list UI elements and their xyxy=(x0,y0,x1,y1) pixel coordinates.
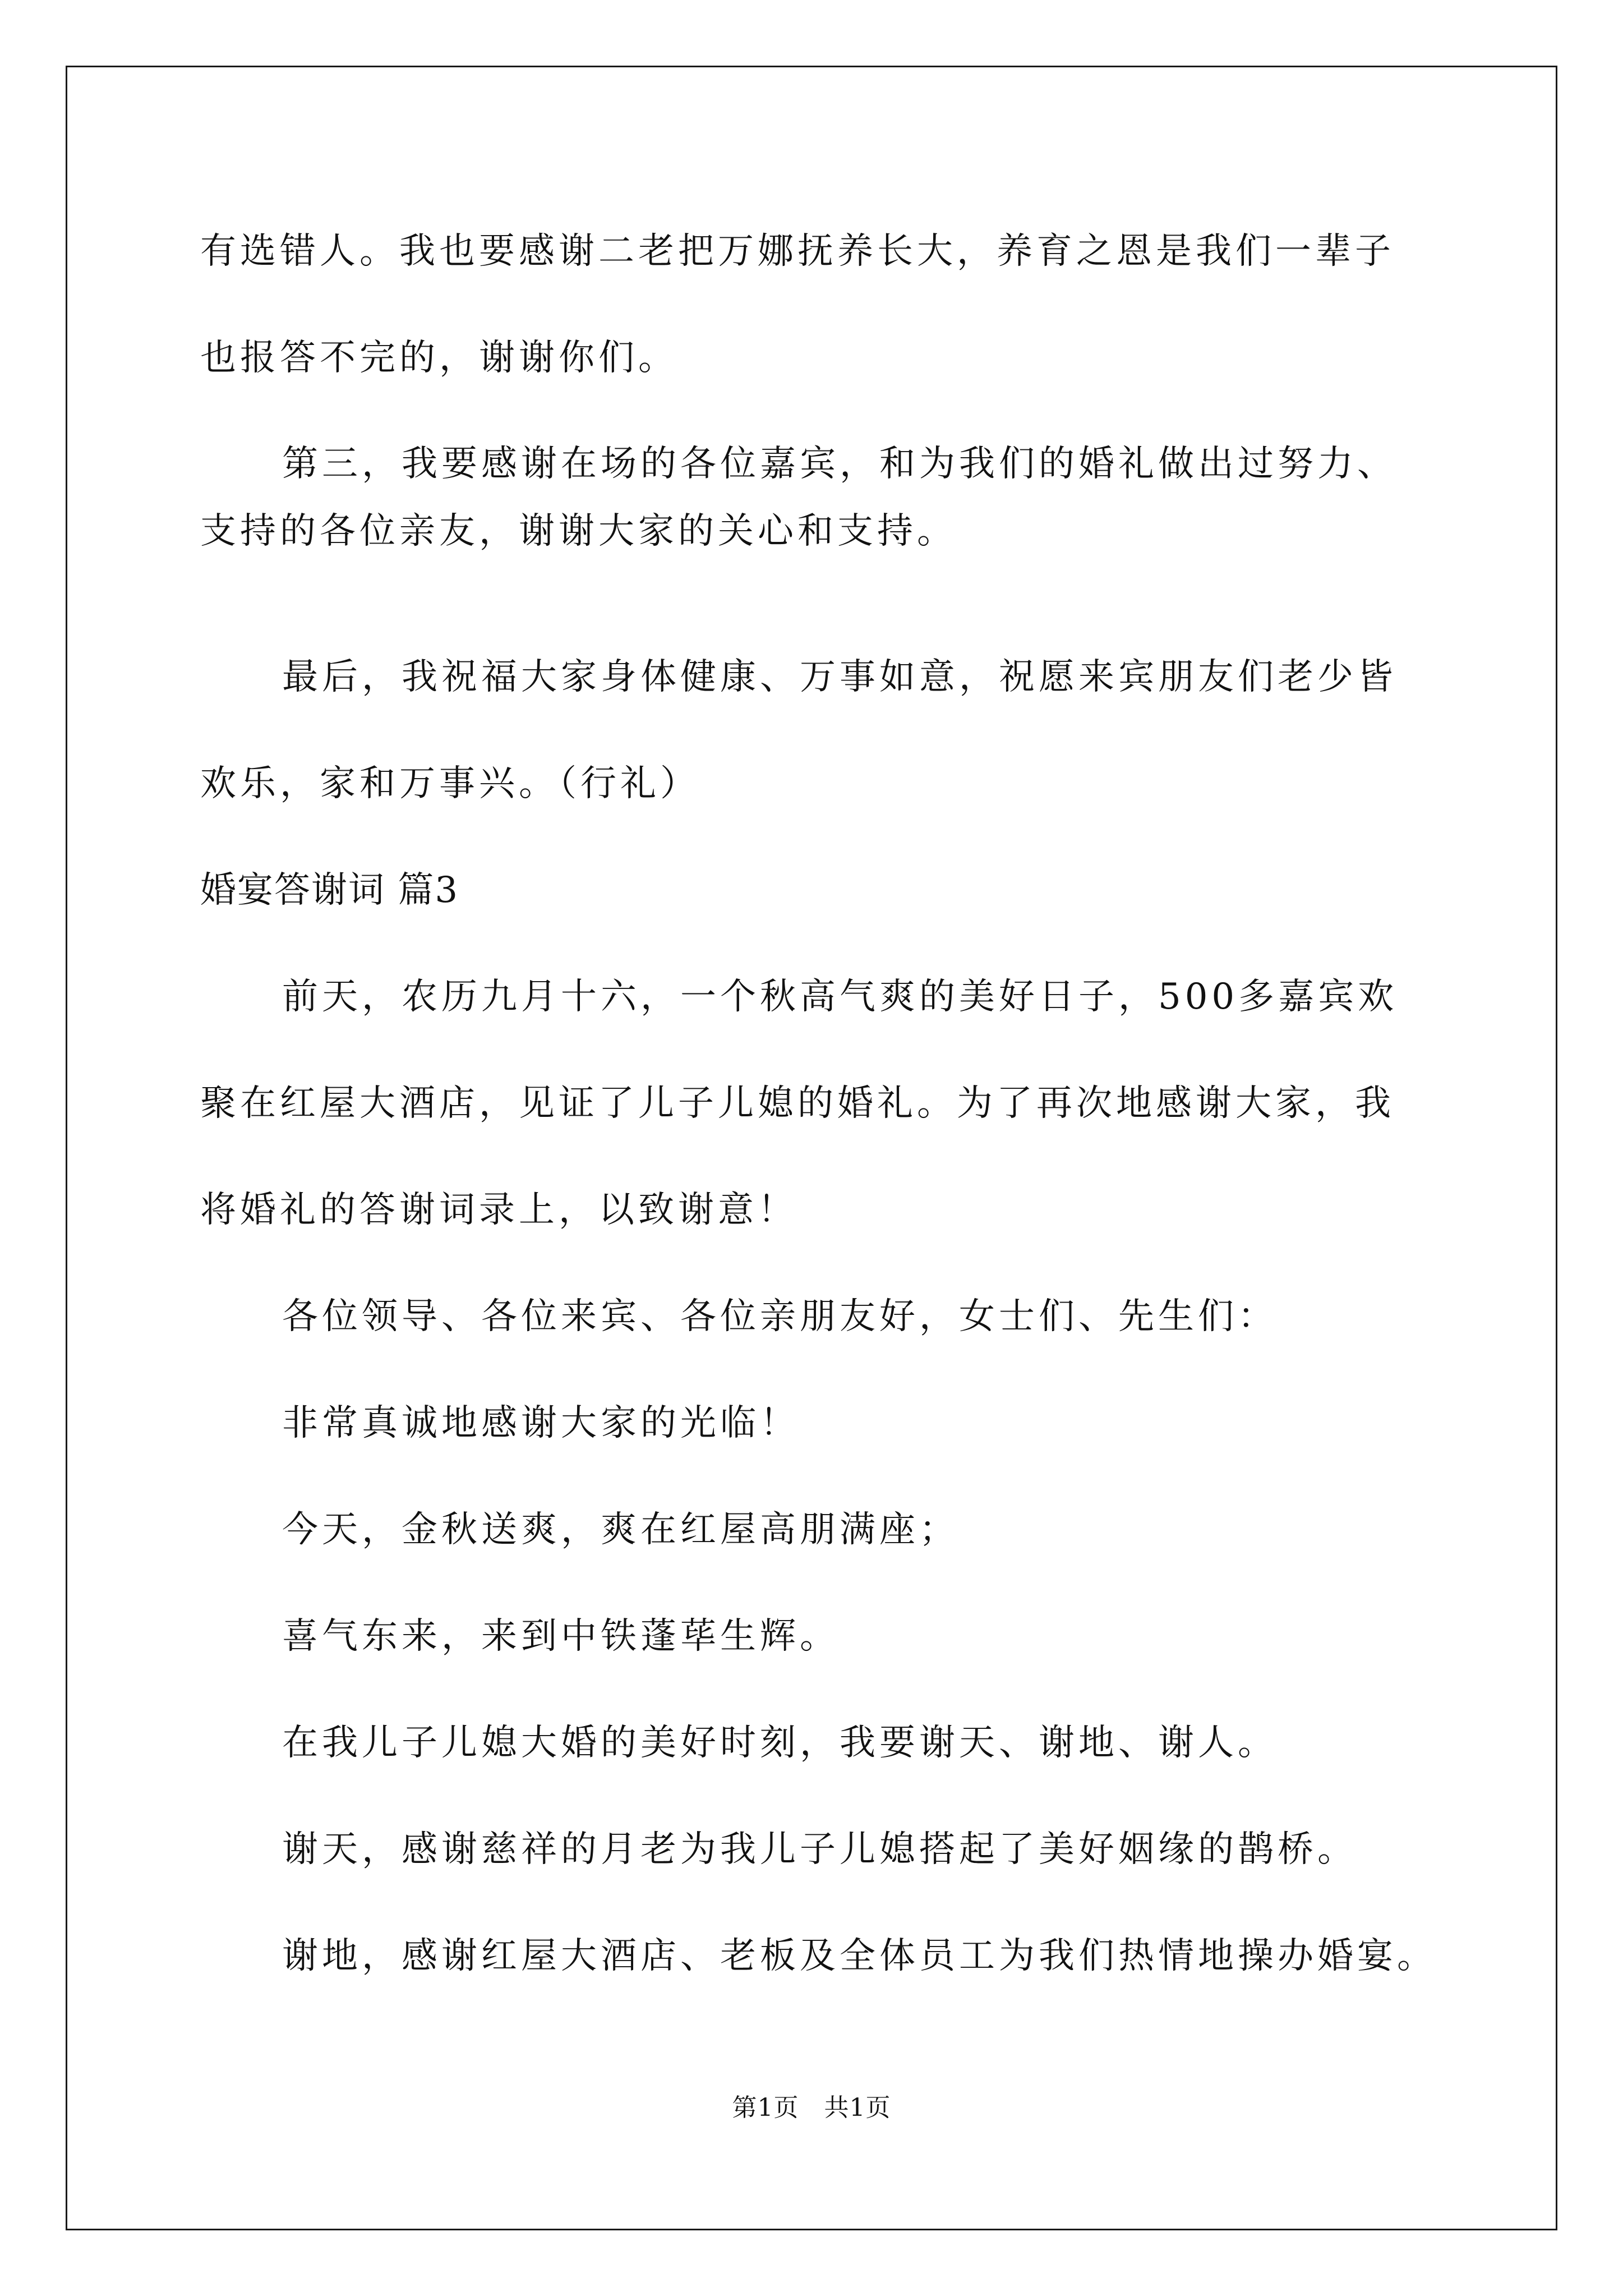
paragraph-line: 今天，金秋送爽，爽在红屋高朋满座； xyxy=(282,1509,959,1550)
paragraph-line: 将婚礼的答谢词录上，以致谢意！ xyxy=(200,1189,797,1231)
paragraph-line: 谢地，感谢红屋大酒店、老板及全体员工为我们热情地操办婚宴。 xyxy=(282,1935,1437,1977)
paragraph-line: 也报答不完的，谢谢你们。 xyxy=(200,337,678,379)
paragraph-line: 喜气东来，来到中铁蓬荜生辉。 xyxy=(282,1616,840,1657)
paragraph-line: 各位领导、各位来宾、各位亲朋友好，女士们、先生们： xyxy=(282,1296,1278,1337)
page-border xyxy=(66,66,1557,2230)
paragraph-line: 第三，我要感谢在场的各位嘉宾，和为我们的婚礼做出过努力、 xyxy=(282,443,1397,485)
paragraph-line: 前天，农历九月十六，一个秋高气爽的美好日子，500多嘉宾欢 xyxy=(282,976,1398,1018)
paragraph-line: 非常真诚地感谢大家的光临！ xyxy=(282,1402,800,1444)
paragraph-line: 在我儿子儿媳大婚的美好时刻，我要谢天、谢地、谢人。 xyxy=(282,1722,1278,1764)
paragraph-line: 欢乐，家和万事兴。（行礼） xyxy=(200,763,700,804)
page-number-footer: 第1页 共1页 xyxy=(732,2093,891,2122)
paragraph-line: 最后，我祝福大家身体健康、万事如意，祝愿来宾朋友们老少皆 xyxy=(282,656,1397,698)
paragraph-line: 支持的各位亲友，谢谢大家的关心和支持。 xyxy=(200,510,957,552)
section-heading: 婚宴答谢词 篇3 xyxy=(200,869,459,911)
paragraph-line: 谢天，感谢慈祥的月老为我儿子儿媳搭起了美好姻缘的鹊桥。 xyxy=(282,1829,1357,1870)
paragraph-line: 有选错人。我也要感谢二老把万娜抚养长大，养育之恩是我们一辈子 xyxy=(200,231,1395,272)
paragraph-line: 聚在红屋大酒店，见证了儿子儿媳的婚礼。为了再次地感谢大家，我 xyxy=(200,1083,1395,1124)
